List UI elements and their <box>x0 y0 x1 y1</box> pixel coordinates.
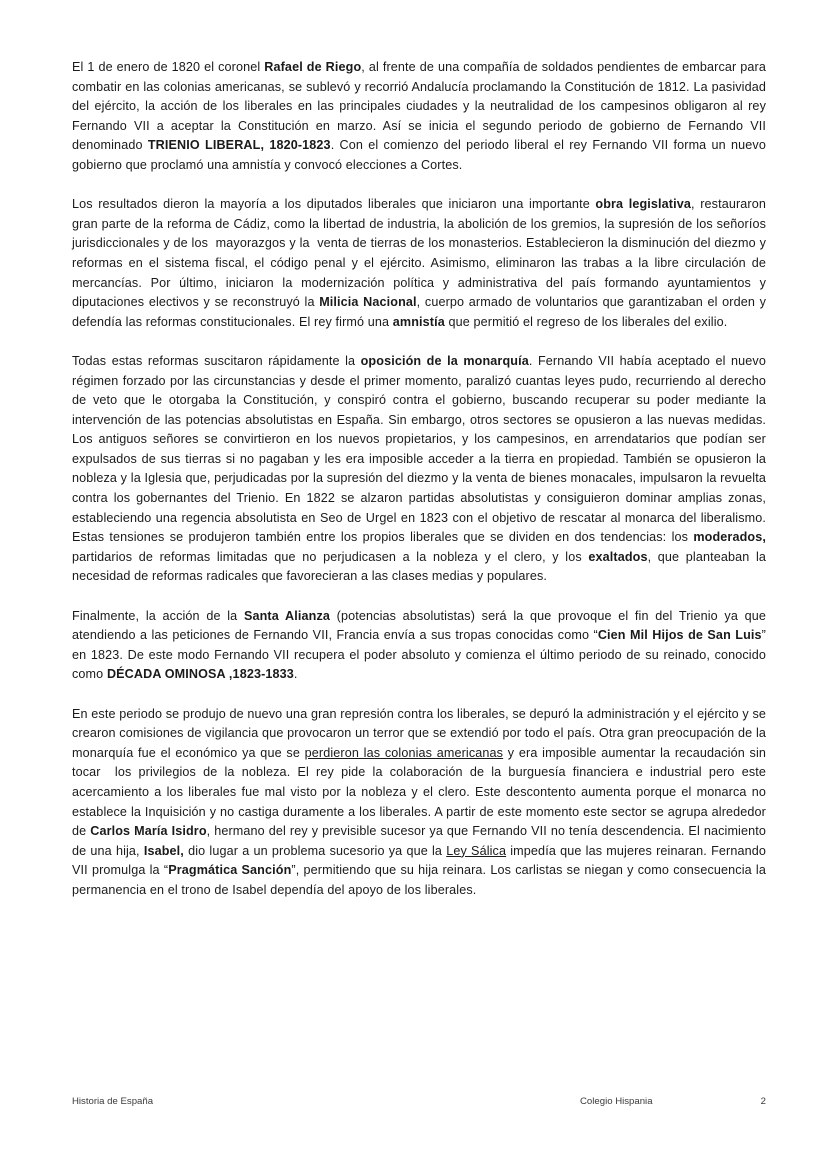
footer-institution-label: Colegio Hispania <box>580 1096 653 1107</box>
paragraph-2 <box>72 195 770 332</box>
text-run: En este periodo se produjo de nuevo una gran represión contra los liberales, se depuró la administración y el ejército y se crearon comisiones de vigilancia que provocaron un terror que se extendió por todo el país. Otra gran preocupación de la monarquía fue el económico ya que se <box>72 706 770 760</box>
emphasis-term: Isabel, <box>143 843 184 858</box>
emphasis-term: Santa Alianza <box>243 608 331 623</box>
text-run: Todas estas reformas suscitaron rápidamente la <box>72 353 361 368</box>
emphasis-term: Rafael de Riego <box>264 60 362 74</box>
text-run: , al frente de una compañía de soldados pendientes de embarcar para combatir en las colonias americanas, se sublevó y recorrió Andalucía proclamando la Constitución de 1812. La pasividad del ejército, la acción de los liberales en las principales ciudades y la neutralidad de los campesinos obligaron al rey Fernando VII a aceptar la Constitución en marzo. Así se inicia el segundo periodo de gobierno de Fernando VII denominado <box>72 60 770 153</box>
emphasis-term: Milicia Nacional <box>319 295 417 310</box>
text-run: partidarios de reformas limitadas que no perjudicasen a la nobleza y el clero, y los <box>72 530 770 564</box>
emphasis-term: amnistía <box>392 314 445 329</box>
paragraph-3 <box>72 352 770 587</box>
text-run: (potencias absolutistas) será la que provoque el fin del Trienio ya que atendiendo a las peticiones de Fernando VII, Francia envía a sus tropas conocidas como “ <box>72 608 770 643</box>
text-run: ”, permitiendo que su hija reinara. Los carlistas se niegan y como consecuencia la permanencia en el trono de Isabel dependía del apoyo de los liberales. <box>72 863 770 897</box>
underlined-term: Ley Sálica <box>446 843 507 858</box>
text-run: , restauraron gran parte de la reforma de Cádiz, como la libertad de industria, la abolición de los gremios, la supresión de los señoríos jurisdiccionales y de los mayorazgos y la venta de tierras de los monasterios. Establecieron la disminución del diezmo y reformas en el sistema fiscal, el código penal y el ejército. Asimismo, eliminaron las trabas a la libre circulación de mercancías. Por último, iniciaron la modernización política y administrativa del país formando ayuntamientos y diputaciones electivos y se reconstruyó la <box>72 197 770 310</box>
text-run: Los resultados dieron la mayoría a los diputados liberales que iniciaron una importante <box>72 197 596 212</box>
emphasis-term: Pragmática Sanción <box>168 863 292 878</box>
text-run: impedía que las mujeres reinaran. Fernando VII promulga la “ <box>72 843 770 878</box>
emphasis-term: oposición de la monarquía <box>360 353 529 368</box>
text-run: . <box>293 667 298 682</box>
document-body <box>72 58 770 901</box>
text-run: , cuerpo armado de voluntarios que garantizaban el orden y defendía las reformas constitucionales. El rey firmó una <box>72 295 770 329</box>
text-run: y era imposible aumentar la recaudación sin tocar los privilegios de la nobleza. El rey pide la colaboración de la burguesía financiera e industrial pero este acercamiento a los liberales fue mal visto por la nobleza y el clero. Este descontento aumenta porque el monarca no establece la Inquisición y no castiga duramente a los liberales. A partir de este momento este sector se agrupa alrededor de <box>72 745 770 839</box>
text-run: ” en 1823. De este modo Fernando VII recupera el poder absoluto y comienza el último periodo de su reinado, conocido como <box>72 628 770 682</box>
emphasis-term: exaltados <box>588 549 648 564</box>
emphasis-term: Carlos María Isidro <box>90 824 207 839</box>
text-run: , que planteaban la necesidad de reformas radicales que favorecieran a las clases medias y populares. <box>72 549 770 584</box>
emphasis-term: TRIENIO LIBERAL, 1820-1823 <box>147 138 331 153</box>
text-run: Finalmente, la acción de la <box>72 608 244 623</box>
emphasis-term: Cien Mil Hijos de San Luis <box>597 628 762 643</box>
underlined-term: perdieron las colonias americanas <box>304 745 504 760</box>
text-run: . Con el comienzo del periodo liberal el rey Fernando VII forma un nuevo gobierno que proclamó una amnistía y convocó elecciones a Cortes. <box>72 138 770 172</box>
text-run: . Fernando VII había aceptado el nuevo régimen forzado por las circunstancias y desde el primer momento, paralizó cuantas leyes pudo, recurriendo al derecho de veto que le otorgaba la Constitución, y conspiró contra el gobierno, buscando recuperar su poder mediante la intervención de las potencias absolutistas en España. Sin embargo, otros sectores se opusieron a las nuevas medidas. Los antiguos señores se convirtieron en los nuevos propietarios, y los campesinos, en arrendatarios que podían ser expulsados de sus tierras si no pagaban y les era imposible acceder a la tierra en propiedad. También se opusieron la nobleza y la Iglesia que, perjudicadas por la supresión del diezmo y la venta de bienes monacales, impulsaron la revuelta contra los gobernantes del Trienio. En 1822 se alzaron partidas absolutistas y consiguieron dominar amplias zonas, estableciendo una regencia absolutista en Seo de Urgel en 1823 con el objetivo de rescatar al monarca del liberalismo. Estas tensiones se produjeron también entre los propios liberales que se dividen en dos tendencias: los <box>72 353 770 545</box>
footer-subject-label: Historia de España <box>72 1096 154 1107</box>
emphasis-term: moderados, <box>693 530 766 545</box>
text-run: dio lugar a un problema sucesorio ya que la <box>183 843 447 858</box>
emphasis-term: obra legislativa <box>595 197 692 212</box>
paragraph-5 <box>72 705 770 901</box>
paragraph-4 <box>72 607 770 685</box>
paragraph-1 <box>72 58 770 176</box>
text-run: , hermano del rey y previsible sucesor ya que Fernando VII no tenía descendencia. El nacimiento de una hija, <box>72 824 770 858</box>
footer-page-number: 2 <box>760 1096 766 1107</box>
text-run: El 1 de enero de 1820 el coronel <box>72 60 265 74</box>
emphasis-term: DÉCADA OMINOSA ,1823-1833 <box>106 667 294 682</box>
page-footer <box>72 1096 766 1114</box>
text-run: que permitió el regreso de los liberales del exilio. <box>444 314 728 329</box>
